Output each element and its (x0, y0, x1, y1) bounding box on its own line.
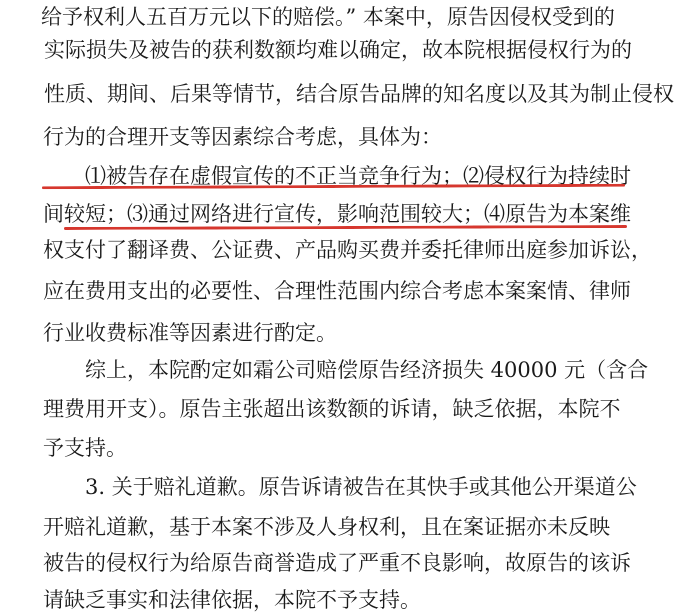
text-line-3: 性质、期间、后果等情节，结合原告品牌的知名度以及其为制止侵权 (44, 82, 674, 106)
text-line-2: 实际损失及被告的获利数额均难以确定，故本院根据侵权行为的 (44, 38, 632, 62)
text-line-8: 应在费用支出的必要性、合理性范围内综合考虑本案案情、律师 (43, 279, 631, 303)
text-line-11: 理费用开支）。原告主张超出该数额的诉请，缺乏依据，本院不 (43, 397, 621, 421)
text-line-16: 请缺乏事实和法律依据，本院不予支持。 (43, 588, 421, 612)
text-line-12: 予支持。 (43, 436, 127, 460)
text-line-9: 行业收费标准等因素进行酌定。 (43, 321, 337, 345)
text-line-4: 行为的合理开支等因素综合考虑，具体为： (43, 125, 442, 149)
text-line-15: 被告的侵权行为给原告商誉造成了严重不良影响，故原告的该诉 (43, 551, 631, 575)
text-line-6-highlighted: 间较短；⑶通过网络进行宣传，影响范围较大；⑷原告为本案维 (43, 202, 631, 226)
text-line-7: 权支付了翻译费、公证费、产品购买费并委托律师出庭参加诉讼， (43, 238, 652, 262)
text-line-13: 3. 关于赔礼道歉。原告诉请被告在其快手或其他公开渠道公 (85, 475, 637, 499)
text-line-1: 给予权利人五百万元以下的赔偿。” 本案中，原告因侵权受到的 (41, 5, 615, 29)
text-line-10: 综上，本院酌定如霜公司赔偿原告经济损失 40000 元（含合 (85, 358, 649, 382)
text-line-5-highlighted: ⑴被告存在虚假宣传的不正当竞争行为；⑵侵权行为持续时 (85, 164, 631, 188)
text-line-14: 开赔礼道歉，基于本案不涉及人身权利，且在案证据亦未反映 (43, 515, 610, 539)
